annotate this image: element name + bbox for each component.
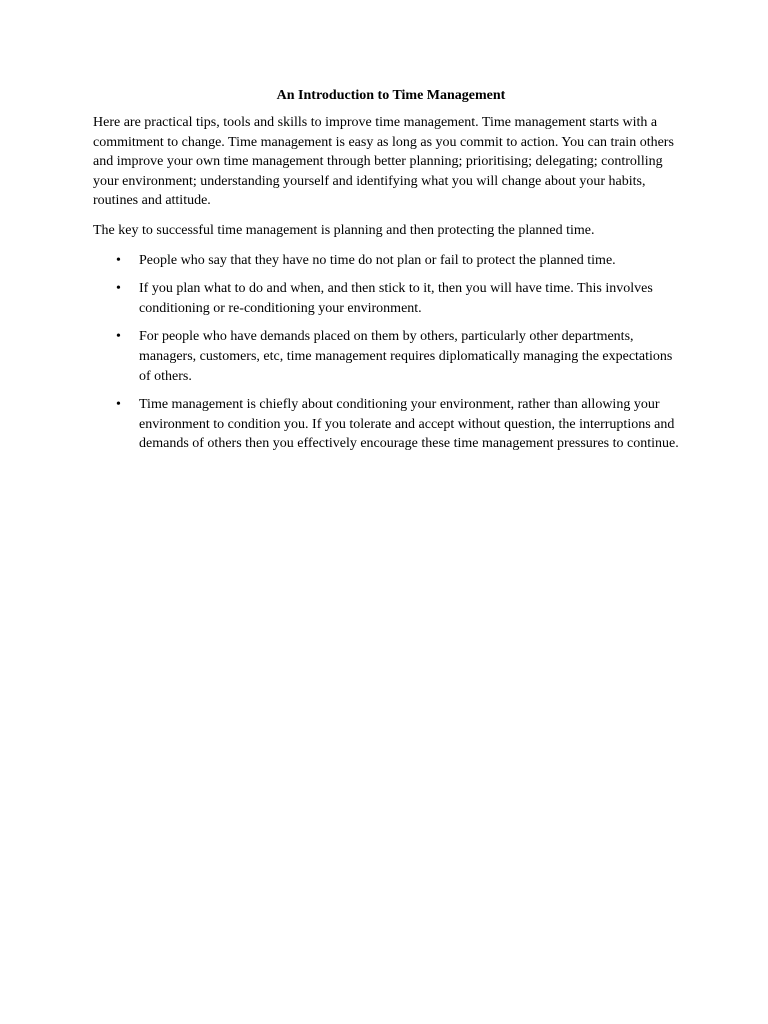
list-item-text: Time management is chiefly about conditioning your environment, rather than allowing your environment to condition you. If you tolerate and accept without question, the interruptions and demands of others then you effectively encourage these time management pressures to continue. xyxy=(139,397,679,452)
list-item xyxy=(93,279,683,318)
list-item-text: If you plan what to do and when, and then stick to it, then you will have time. This involves conditioning or re-conditioning your environment. xyxy=(139,281,653,316)
bullet-icon: • xyxy=(116,252,121,268)
bullet-icon: • xyxy=(116,281,121,297)
document-title: An Introduction to Time Management xyxy=(276,88,506,103)
document-page xyxy=(93,86,683,463)
list-item xyxy=(93,327,683,386)
list-item xyxy=(93,251,683,271)
bullet-icon: • xyxy=(116,397,121,413)
key-paragraph: The key to successful time management is planning and then protecting the planned time. xyxy=(93,222,595,238)
bullet-list xyxy=(93,251,683,454)
list-item xyxy=(93,395,683,454)
list-item-text: People who say that they have no time do not plan or fail to protect the planned time. xyxy=(139,252,616,268)
list-item-text: For people who have demands placed on them by others, particularly other departments, managers, customers, etc, time management requires diplomatically managing the expectations of others. xyxy=(139,329,673,384)
bullet-icon: • xyxy=(116,329,121,345)
intro-paragraph: Here are practical tips, tools and skills to improve time management. Time management starts with a commitment to change. Time management is easy as long as you commit to action. You can train others and improve your own time management through better planning; prioritising; delegating; controlling your environment; understanding yourself and identifying what you will change about your habits, routines and attitude. xyxy=(93,115,674,209)
